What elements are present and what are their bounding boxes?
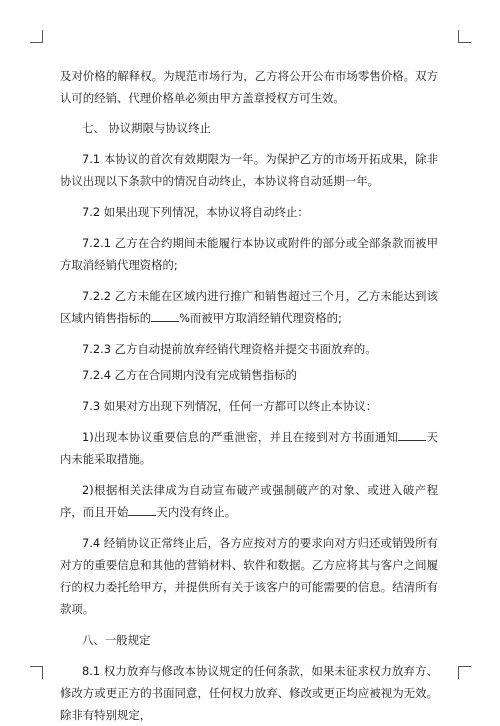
clause-7-2: 7.2 如果出现下列情况，本协议将自动终止： — [82, 205, 309, 219]
fill-blank-days — [398, 430, 426, 441]
clause-7-1: 7.1 本协议的首次有效期限为一年。为保护乙方的市场开拓成果，除非协议出现以下条款中的情况自动终止，本协议将自动延期一年。 — [60, 152, 438, 188]
clause-7-2-2-text-end: %而被甲方取消经销代理资格的; — [179, 311, 342, 325]
fill-blank-percent — [151, 311, 179, 322]
clause-7-4: 7.4 经销协议正常终止后，各方应按对方的要求向对方归还或销毁所有对方的重要信息和其他的营销材料、软件和数据。乙方应将其与客户之间履行的权力委托给甲方，并提供所有关于该客户的可能需要的信息。结清所有款项。 — [60, 536, 438, 616]
clause-7-2-4: 7.2.4 乙方在合同期内没有完成销售指标的 — [82, 368, 297, 382]
clause-7-2-1: 7.2.1 乙方在合约期间未能履行本协议或附件的部分或全部条款而被甲方取消经销代理资格的; — [60, 236, 438, 272]
clause-7-3: 7.3 如果对方出现下列情况，任何一方都可以终止本协议： — [82, 399, 378, 413]
clause-7-3-1-text: 1)出现本协议重要信息的严重泄密，并且在接到对方书面通知 — [82, 430, 399, 444]
clause-7-3-2-text: 2)根据相关法律成为自动宣布破产或强制破产的对象、或进入破产程序，而且开始 — [60, 483, 438, 519]
crop-mark-bottom-left — [30, 666, 43, 679]
section-heading-8: 八、一般规定 — [82, 633, 151, 647]
clause-7-3-1-text-end: 天内未能采取措施。 — [60, 430, 438, 466]
clause-8-1: 8.1 权力放弃与修改本协议规定的任何条款，如果未征求权力放弃方、修改方或更正方的书面同意，任何权力放弃、修改或更正均应被视为无效。除非有特别规定， — [60, 664, 438, 722]
clause-7-3-2 — [60, 479, 438, 523]
section-heading-7: 七、 协议期限与协议终止 — [82, 121, 211, 135]
crop-mark-bottom-right — [458, 666, 471, 679]
clause-7-2-2-text: 7.2.2 乙方未能在区域内进行推广和销售超过三个月，乙方未能达到该区域内销售指标的 — [60, 289, 438, 325]
clause-7-3-1 — [60, 426, 438, 470]
paragraph-price-interpretation: 及对价格的解释权。为规范市场行为，乙方将公开公布市场零售价格。双方认可的经销、代理价格单必须由甲方盖章授权方可生效。 — [60, 69, 438, 105]
crop-mark-top-right — [458, 30, 471, 43]
crop-mark-top-left — [30, 30, 43, 43]
clause-7-2-3: 7.2.3 乙方自动提前放弃经销代理资格并提交书面放弃的。 — [82, 342, 377, 356]
fill-blank-days-2 — [128, 505, 156, 516]
clause-7-2-2 — [60, 285, 438, 329]
clause-7-3-2-text-end: 天内没有终止。 — [156, 505, 237, 519]
document-body — [60, 65, 438, 726]
